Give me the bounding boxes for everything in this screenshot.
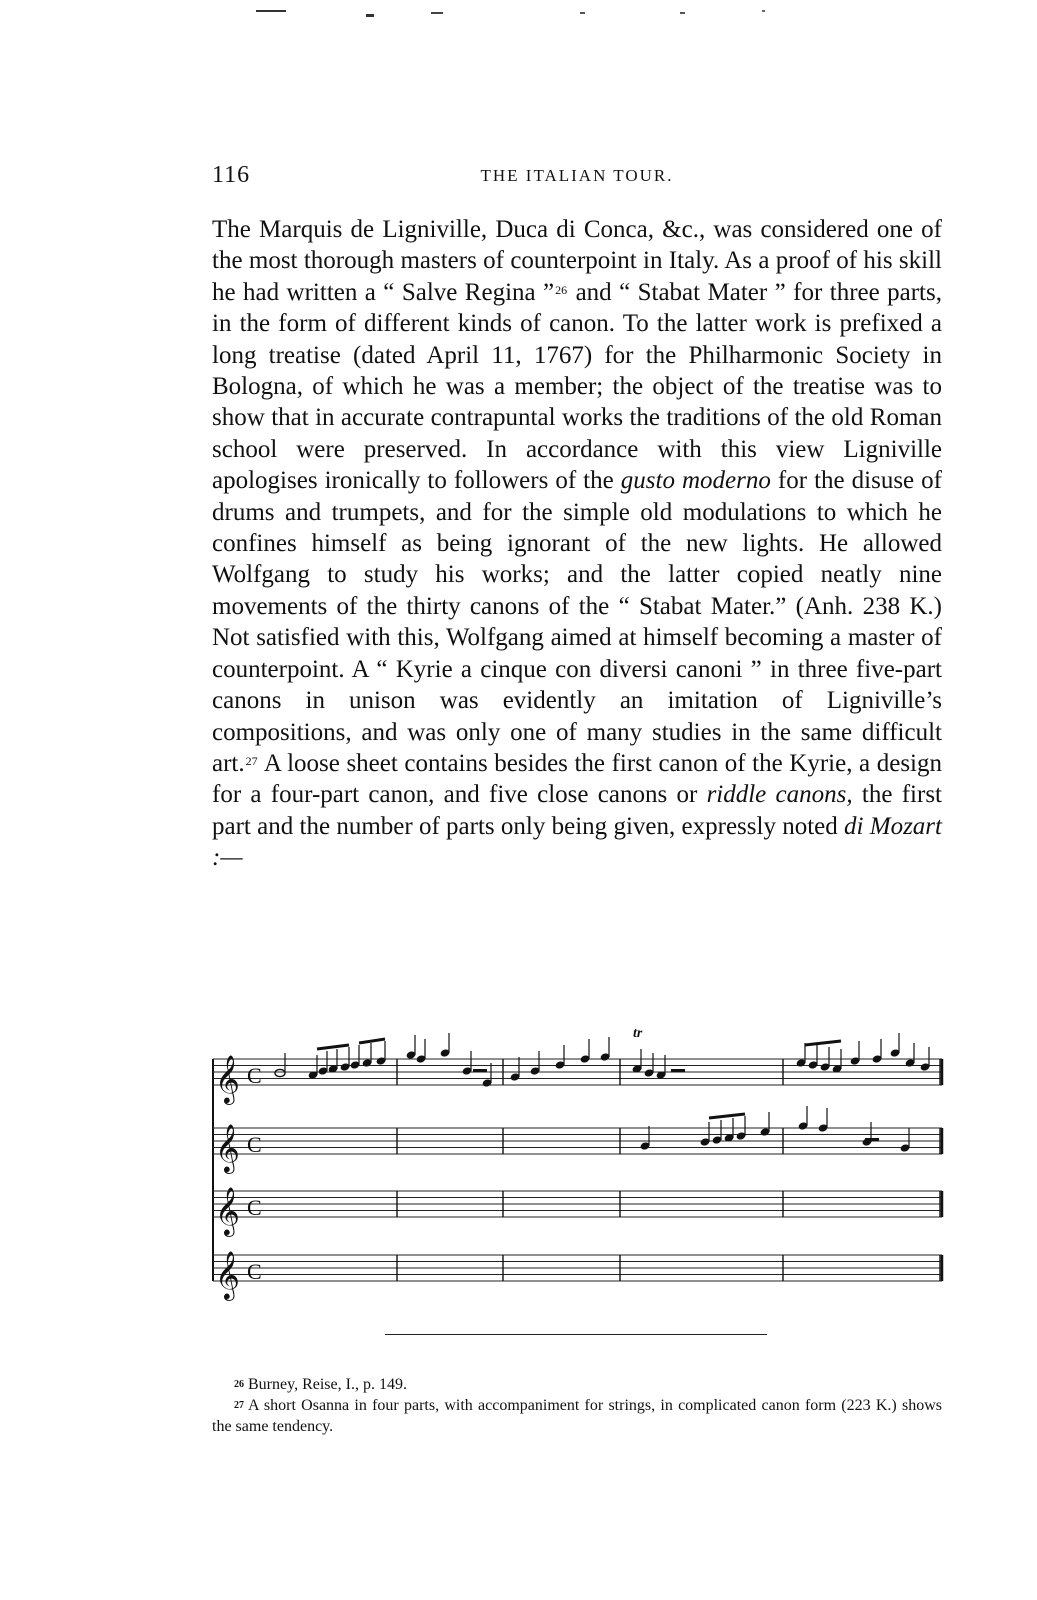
footnote-27 [212, 1395, 942, 1437]
staves [213, 1054, 942, 1301]
body-paragraph [212, 214, 942, 874]
beam [709, 1114, 745, 1118]
italic-gusto-moderno: gusto moderno [620, 467, 771, 495]
footnote-ref-27[interactable]: 27 [245, 753, 258, 768]
footnote-mark-26: 26 [234, 1379, 244, 1390]
body-text-1: The Marquis de Ligniville, Duca di Conca, &c., was considered one of the most thorough masters of counterpoint in Italy. As a proof of his skill he had written a “ Salve Regina ” [212, 216, 942, 306]
footnote-26 [212, 1374, 942, 1395]
treble-clef: 𝄞 [215, 1186, 240, 1235]
half-note-head [275, 1069, 285, 1076]
beam [317, 1045, 349, 1049]
time-signature: C [247, 1063, 262, 1088]
italic-riddle-canons: riddle canons, [706, 781, 853, 809]
treble-clef: 𝄞 [215, 1054, 240, 1103]
rest [865, 1138, 879, 1142]
page-number: 116 [212, 162, 251, 188]
body-text-4: A loose sheet contains besides the first canon of the Kyrie, a design for a four-part canon, and five close canons or [212, 749, 942, 809]
italic-di-mozart: di Mozart :— [212, 812, 942, 872]
beam [359, 1039, 385, 1043]
footnote-mark-27: 27 [234, 1400, 244, 1411]
beam [805, 1041, 841, 1045]
treble-clef: 𝄞 [215, 1123, 240, 1172]
time-signature: C [247, 1132, 262, 1157]
time-signature: C [247, 1195, 262, 1220]
page-header [212, 162, 942, 192]
rest [671, 1069, 685, 1073]
trill-mark: tr [633, 1026, 643, 1041]
rest [473, 1069, 487, 1073]
footnote-text-26: Burney, Reise, I., p. 149. [248, 1376, 407, 1393]
music-score [205, 1025, 950, 1305]
body-text-3: for the disuse of drums and trumpets, and for the simple old modulations to which he confines himself as being ignorant of the new lights. He allowed Wolfgang to study his works; and the latter copied neatly nine movements of the thirty canons of the “ Stabat Mater.” (Anh. 238 K.) Not satisfied with this, Wolfgang aimed at himself becoming a master of counterpoint. A “ Kyrie a cinque con diversi canoni ” in three five-part canons in unison was evidently an imitation of Ligniville’s compositions, and was only one of many studies in the same difficult art. [212, 467, 942, 777]
scan-specks [0, 0, 1037, 40]
body-text-5: the first part and the number of parts only being given, expressly noted [212, 781, 942, 840]
body-text-2: and “ Stabat Mater ” for three parts, in the form of different kinds of canon. To the latter work is prefixed a long treatise (dated April 11, 1767) for the Philharmonic Society in Bologna, of which he was a member; the object of the treatise was to show that in accurate contrapuntal works the traditions of the old Roman school were preserved. In accordance with this view Ligniville apologises ironically to followers of the [212, 278, 942, 495]
footnote-rule [385, 1334, 767, 1335]
time-signature: C [247, 1259, 262, 1284]
treble-clef: 𝄞 [215, 1250, 240, 1299]
footnotes [212, 1374, 942, 1437]
footnote-text-27: A short Osanna in four parts, with accompaniment for strings, in complicated canon form (223 K.) shows the same tendency. [212, 1397, 942, 1435]
footnote-ref-26[interactable]: 26 [555, 282, 568, 297]
running-title: THE ITALIAN TOUR. [480, 166, 674, 185]
